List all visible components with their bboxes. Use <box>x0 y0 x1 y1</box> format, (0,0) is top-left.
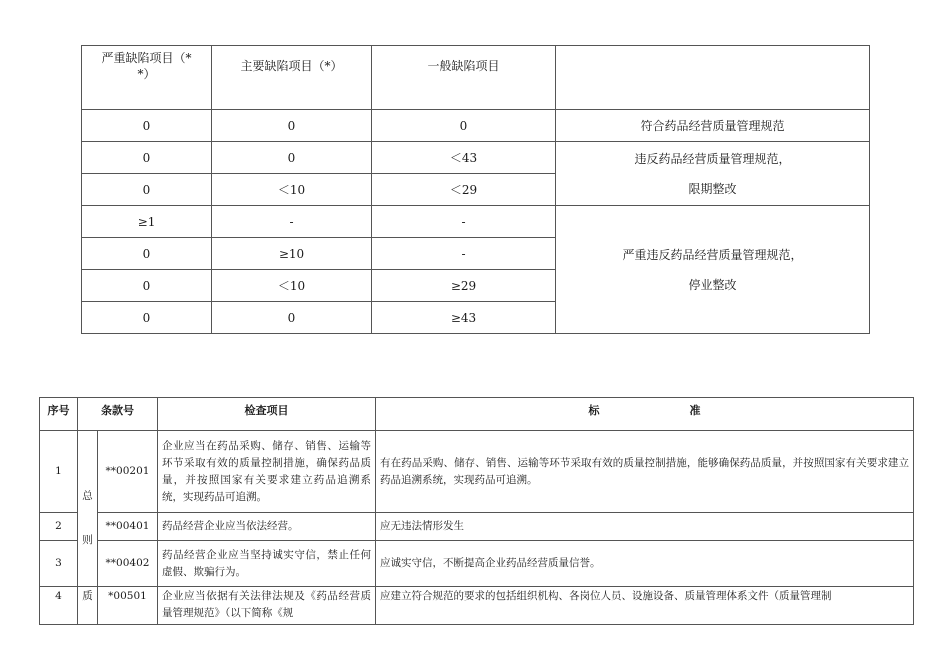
clause-cell: **00201 <box>98 431 158 513</box>
result-text: 限期整改 <box>688 181 737 196</box>
cell: 0 <box>82 142 212 174</box>
table-row <box>40 587 914 625</box>
result-text: 停业整改 <box>688 277 737 292</box>
cell: ≥10 <box>212 238 372 270</box>
seq-cell: 1 <box>40 431 78 513</box>
result-text: 严重违反药品经营质量管理规范， <box>622 247 803 262</box>
cell: ＜43 <box>372 142 556 174</box>
header-general-defects: 一般缺陷项目 <box>372 46 556 110</box>
header-text: 准 <box>689 404 701 417</box>
table-row <box>40 513 914 541</box>
table-row <box>82 142 870 174</box>
item-cell: 药品经营企业应当依法经营。 <box>158 513 376 541</box>
seq-cell: 2 <box>40 513 78 541</box>
table-header-row <box>40 398 914 431</box>
table-row <box>82 206 870 238</box>
clause-cell: **00401 <box>98 513 158 541</box>
cell: 0 <box>212 110 372 142</box>
table-header-row <box>82 46 870 110</box>
result-rectify <box>556 142 870 206</box>
group-text: 则 <box>82 533 93 546</box>
cell: - <box>372 206 556 238</box>
defect-evaluation-table <box>81 45 870 334</box>
cell: 0 <box>212 302 372 334</box>
standard-cell: 应建立符合规范的要求的包括组织机构、各岗位人员、设施设备、质量管理体系文件（质量管理制 <box>376 587 914 625</box>
inspection-items-table <box>39 397 914 625</box>
header-major-defects: 主要缺陷项目（*） <box>212 46 372 110</box>
cell: ≥43 <box>372 302 556 334</box>
header-critical-defects <box>82 46 212 110</box>
header-standard <box>376 398 914 431</box>
cell: ＜10 <box>212 174 372 206</box>
cell: 0 <box>372 110 556 142</box>
result-suspend <box>556 206 870 334</box>
item-cell: 药品经营企业应当坚持诚实守信，禁止任何虚假、欺骗行为。 <box>158 541 376 587</box>
header-seq: 序号 <box>40 398 78 431</box>
table-row <box>40 541 914 587</box>
header-item: 检查项目 <box>158 398 376 431</box>
standard-cell: 有在药品采购、储存、销售、运输等环节采取有效的质量控制措施，能够确保药品质量，并按照国家有关要求建立药品追溯系统，实现药品可追溯。 <box>376 431 914 513</box>
seq-cell: 4 <box>40 587 78 625</box>
clause-cell: *00501 <box>98 587 158 625</box>
result-text: 违反药品经营质量管理规范， <box>634 151 791 166</box>
cell: 0 <box>82 238 212 270</box>
cell: 0 <box>82 302 212 334</box>
table-row <box>82 110 870 142</box>
cell: ≥1 <box>82 206 212 238</box>
cell: 0 <box>212 142 372 174</box>
cell: ＜10 <box>212 270 372 302</box>
header-text: 严重缺陷项目（* <box>101 51 192 65</box>
group-general-cell <box>78 431 98 587</box>
standard-cell: 应诚实守信，不断提高企业药品经营质量信誉。 <box>376 541 914 587</box>
clause-cell: **00402 <box>98 541 158 587</box>
group-quality-cell: 质 <box>78 587 98 625</box>
header-clause: 条款号 <box>78 398 158 431</box>
item-cell: 企业应当在药品采购、储存、销售、运输等环节采取有效的质量控制措施，确保药品质量，并按照国家有关要求建立药品追溯系统，实现药品可追溯。 <box>158 431 376 513</box>
cell: 0 <box>82 270 212 302</box>
item-cell: 企业应当依据有关法律法规及《药品经营质量管理规范》（以下简称《规 <box>158 587 376 625</box>
cell: - <box>372 238 556 270</box>
result-compliant: 符合药品经营质量管理规范 <box>556 110 870 142</box>
cell: - <box>212 206 372 238</box>
header-text: 标 <box>588 404 600 417</box>
group-text: 总 <box>82 489 93 502</box>
cell: ≥29 <box>372 270 556 302</box>
cell: 0 <box>82 110 212 142</box>
cell: ＜29 <box>372 174 556 206</box>
header-text: *） <box>137 67 156 81</box>
cell: 0 <box>82 174 212 206</box>
table-row <box>40 431 914 513</box>
seq-cell: 3 <box>40 541 78 587</box>
standard-cell: 应无违法情形发生 <box>376 513 914 541</box>
header-result <box>556 46 870 110</box>
